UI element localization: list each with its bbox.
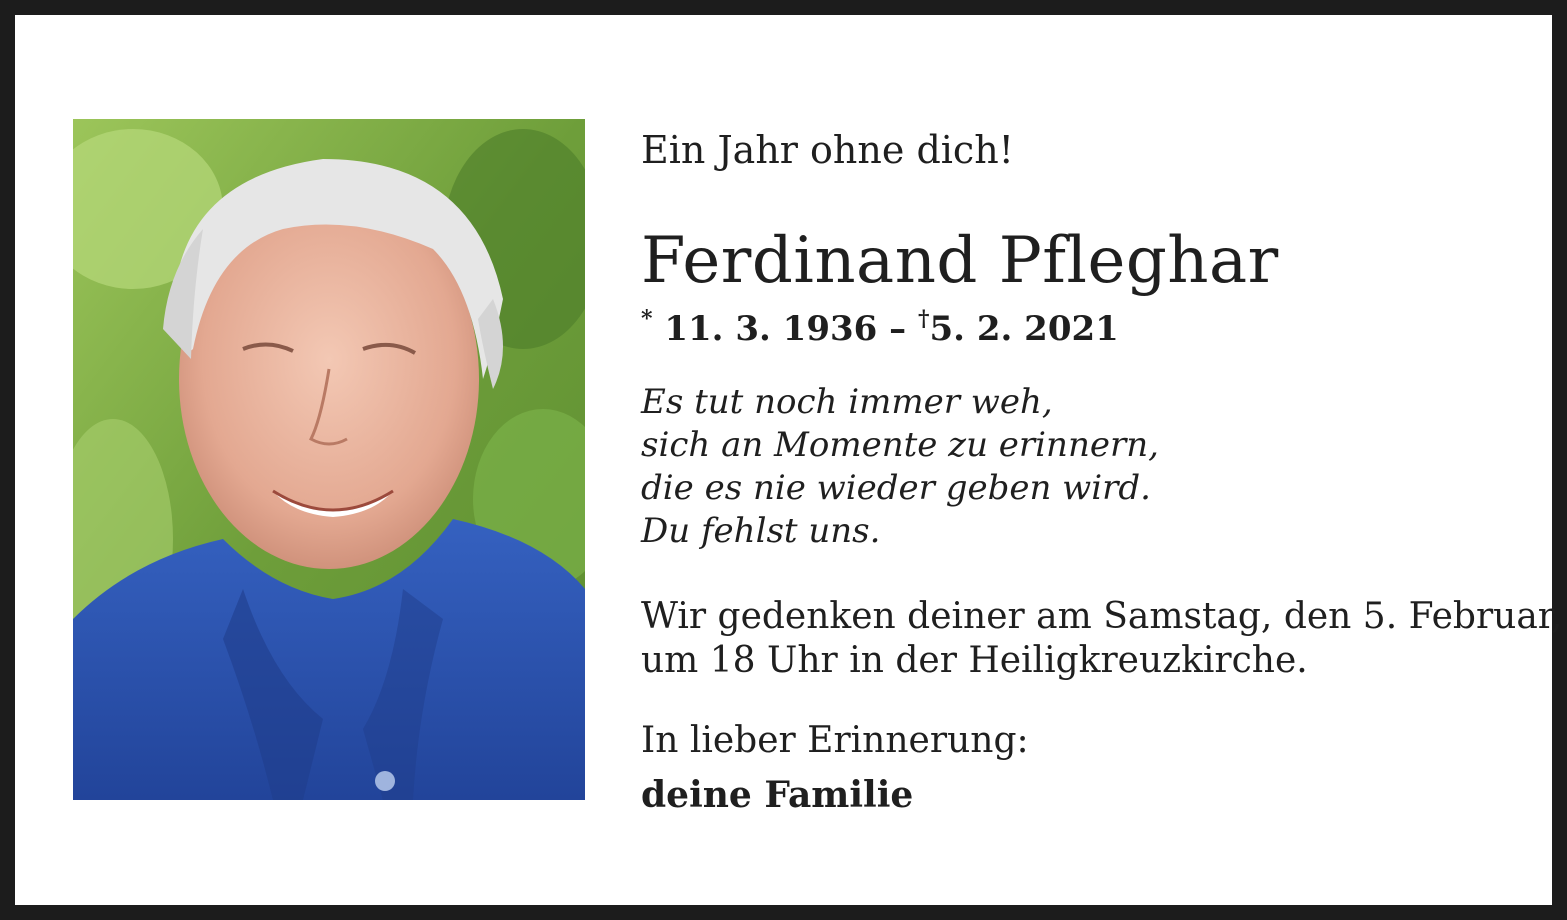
poem-line: Du fehlst uns.	[641, 511, 881, 551]
memorial-line: Wir gedenken deiner am Samstag, den 5. Februar,	[641, 596, 1563, 637]
poem-line: die es nie wieder geben wird.	[641, 468, 1151, 508]
closing-line: In lieber Erinnerung:	[641, 720, 1029, 761]
memorial-line: um 18 Uhr in der Heiligkreuzkirche.	[641, 640, 1308, 681]
poem-line: sich an Momente zu erinnern,	[641, 425, 1159, 465]
death-date: 5. 2. 2021	[929, 309, 1119, 349]
poem-line: Es tut noch immer weh,	[641, 382, 1053, 422]
memorial-notice	[641, 595, 1563, 683]
birth-symbol: *	[641, 306, 653, 332]
poem-verse	[641, 381, 1159, 553]
birth-date: 11. 3. 1936	[664, 309, 878, 349]
date-separator: –	[889, 309, 907, 349]
portrait-photo	[73, 119, 585, 800]
family-signature: deine Familie	[641, 774, 914, 816]
intro-line: Ein Jahr ohne dich!	[641, 128, 1014, 172]
deceased-name: Ferdinand Pfleghar	[641, 224, 1279, 298]
death-symbol: †	[918, 306, 930, 332]
life-dates	[641, 297, 1119, 351]
